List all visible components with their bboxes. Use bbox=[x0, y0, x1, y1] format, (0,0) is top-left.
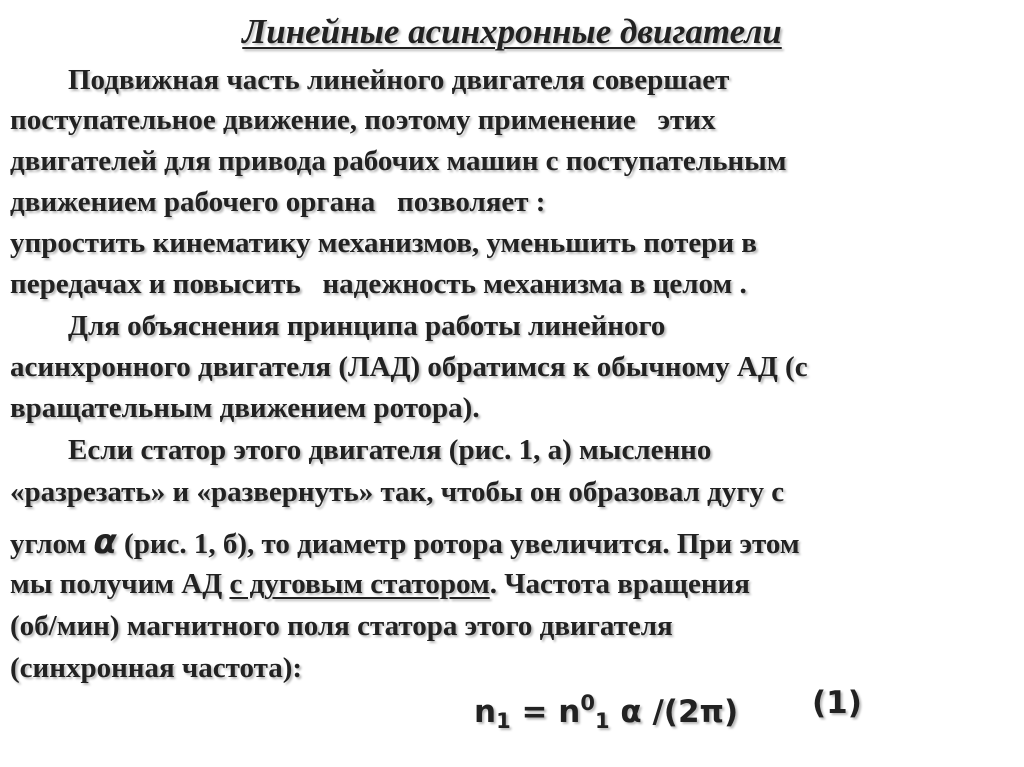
line-4-end-text: . Частота вращения bbox=[489, 568, 750, 600]
line-3-end-text: (рис. 1, б), то диаметр ротора увеличится. При этом bbox=[116, 528, 800, 560]
paragraph-3-line-6: (синхронная частота): bbox=[10, 652, 303, 684]
alpha-symbol: α bbox=[93, 522, 117, 562]
formula-equals: = n bbox=[510, 694, 581, 730]
formula-lhs: n bbox=[474, 694, 497, 730]
formula-rest: α /(2π) bbox=[609, 694, 739, 730]
formula-superscript: 0 bbox=[580, 691, 595, 715]
paragraph-1-line-6: передачах и повысить надежность механизма в целом . bbox=[10, 268, 747, 300]
paragraph-3-line-4 bbox=[10, 566, 750, 602]
formula-lhs-subscript: 1 bbox=[496, 709, 511, 733]
paragraph-1-line-1: Подвижная часть линейного двигателя совершает bbox=[68, 64, 730, 96]
paragraph-3-line-5: (об/мин) магнитного поля статора этого двигателя bbox=[10, 610, 673, 642]
paragraph-2-line-3: вращательным движением ротора). bbox=[10, 392, 480, 424]
paragraph-1-line-2: поступательное движение, поэтому применение этих bbox=[10, 104, 716, 136]
line-4-start-text: мы получим АД bbox=[10, 568, 230, 600]
formula-number: (1) bbox=[812, 685, 862, 721]
line-3-start-text: углом bbox=[10, 528, 94, 560]
formula-subscript: 1 bbox=[594, 709, 610, 733]
arc-stator-underlined-text: с дуговым статором bbox=[229, 568, 490, 600]
paragraph-2-line-1: Для объяснения принципа работы линейного bbox=[68, 310, 666, 342]
paragraph-1-line-4: движением рабочего органа позволяет : bbox=[10, 186, 546, 218]
paragraph-1-line-3: двигателей для привода рабочих машин с поступательным bbox=[10, 145, 787, 177]
paragraph-3-line-3 bbox=[10, 524, 800, 562]
paragraph-3-line-2: «разрезать» и «развернуть» так, чтобы он образовал дугу с bbox=[10, 476, 785, 508]
paragraph-2-line-2: асинхронного двигателя (ЛАД) обратимся к обычному АД (с bbox=[10, 351, 808, 383]
paragraph-1-line-5: упростить кинематику механизмов, уменьшить потери в bbox=[10, 227, 757, 259]
paragraph-3-line-1: Если статор этого двигателя (рис. 1, а) мысленно bbox=[68, 434, 712, 466]
formula bbox=[474, 683, 738, 741]
slide-title: Линейные асинхронные двигатели bbox=[242, 12, 782, 51]
